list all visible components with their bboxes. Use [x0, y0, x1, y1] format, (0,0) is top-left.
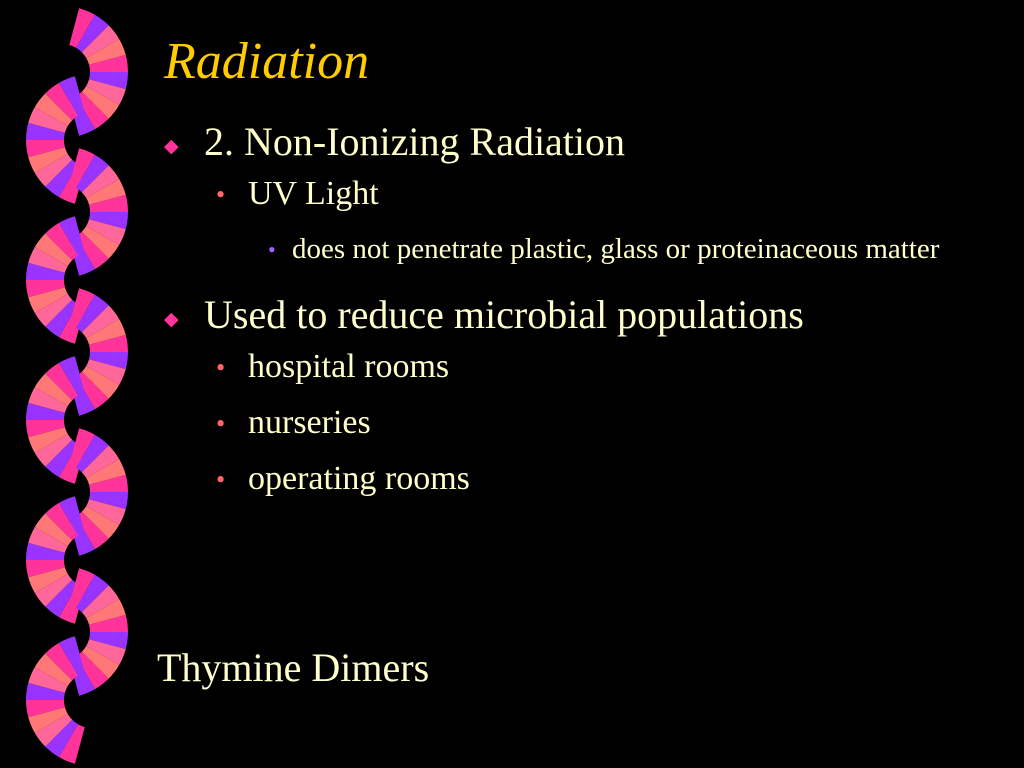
- fan-segment: [69, 568, 128, 696]
- sub-sub-bullet-item: [164, 230, 994, 269]
- sub-bullet-item: [164, 174, 994, 215]
- fan-chain-decoration: [0, 0, 140, 768]
- diamond-bullet-icon: ◆: [164, 136, 179, 157]
- bullet-text: 2. Non-Ionizing Radiation: [204, 119, 626, 164]
- sub-bullet-text: hospital rooms: [248, 348, 450, 386]
- sub-sub-bullet-text: does not penetrate plastic, glass or proteinaceous matter: [292, 232, 940, 265]
- round-bullet-icon: •: [216, 464, 226, 494]
- fan-segment: [69, 8, 128, 136]
- fan-segment: [69, 428, 128, 556]
- sub-bullet-item: [164, 403, 994, 444]
- sub-bullet-item: [164, 347, 994, 388]
- diamond-bullet-icon: ◆: [164, 309, 179, 331]
- fan-segment: [26, 636, 85, 764]
- fan-segment: [69, 148, 128, 276]
- round-bullet-icon: •: [216, 409, 226, 439]
- sub-bullet-text: nurseries: [248, 404, 371, 442]
- round-bullet-icon: •: [216, 353, 226, 383]
- round-bullet-icon: •: [268, 236, 276, 262]
- slide-body: [164, 118, 994, 515]
- bullet-text: Used to reduce microbial populations: [204, 292, 804, 338]
- footer-caption: Thymine Dimers: [157, 645, 430, 690]
- bullet-item: [164, 118, 994, 166]
- sub-bullet-text: UV Light: [248, 175, 379, 212]
- sub-bullet-text: operating rooms: [248, 459, 470, 497]
- slide-title: Radiation: [164, 33, 370, 90]
- round-bullet-icon: •: [216, 180, 226, 209]
- sub-bullet-item: [164, 459, 994, 500]
- bullet-item: [164, 291, 994, 339]
- fan-segment: [69, 288, 128, 416]
